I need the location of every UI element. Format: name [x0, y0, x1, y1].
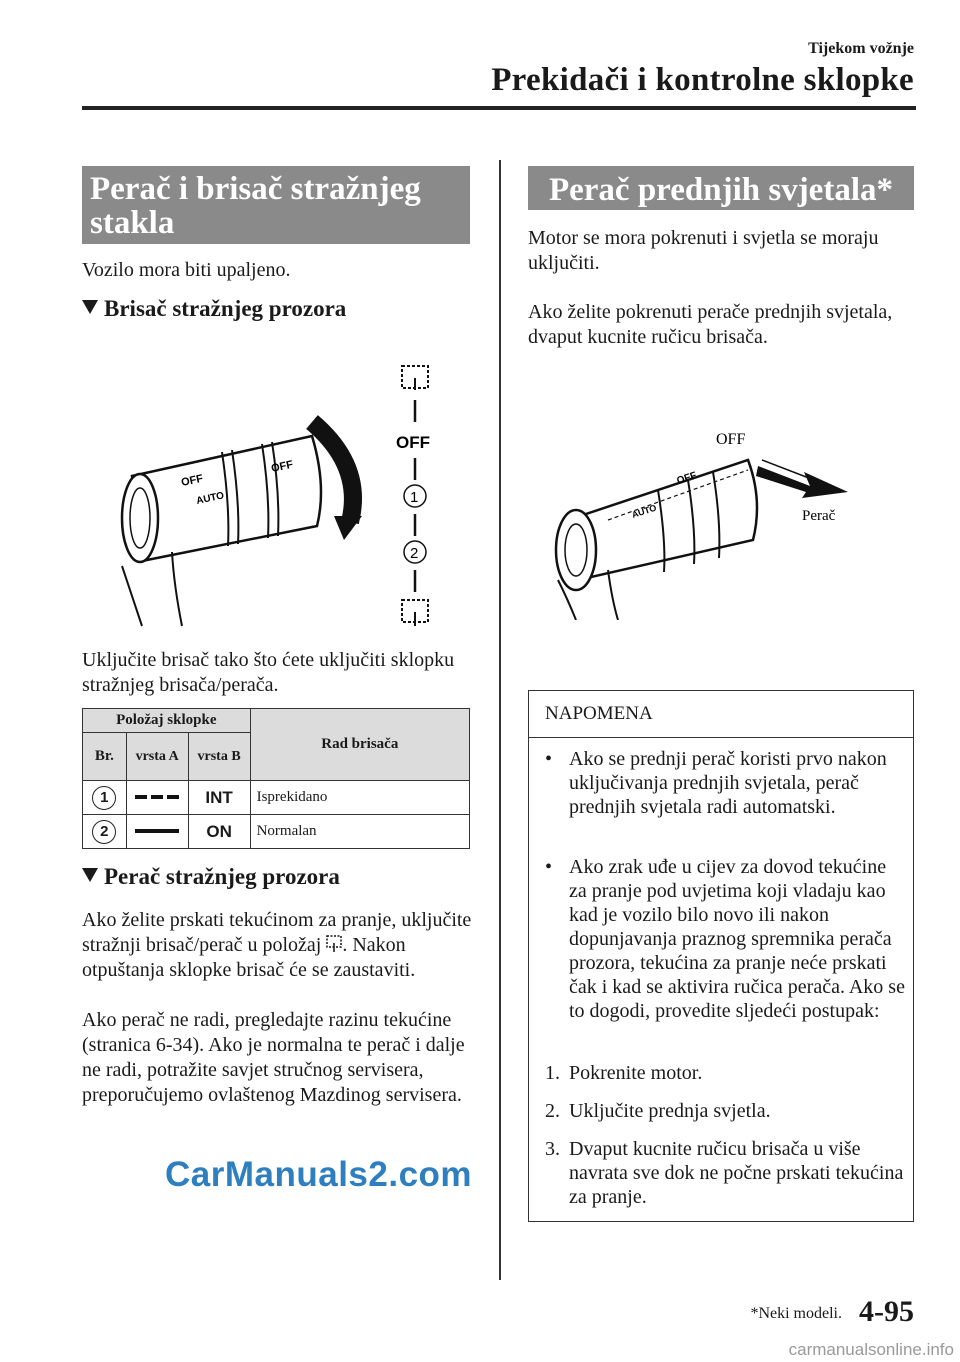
table-header-type-a: vrsta A	[126, 733, 188, 781]
triangle-icon	[82, 300, 98, 314]
page-number: 4-95	[859, 1295, 914, 1328]
header-rule	[82, 106, 916, 110]
subheading-rear-wiper	[82, 296, 346, 322]
paragraph-troubleshoot: Ako perač ne radi, pregledajte razinu tekućine (stranica 6-34). Ako je normalna te perač i dalje ne radi, potražite savjet stručnog servisera, preporučujemo ovlaštenog Mazdinog servisera.	[82, 1009, 465, 1106]
paragraph-washer: Ako želite prskati tekućinom za pranje, uključite stražnji brisač/perač u položaj . Nakon otpuštanja sklopke brisač će se zaustaviti.	[82, 909, 472, 981]
watermark-logo: CarManuals2.com	[165, 1155, 473, 1194]
svg-text:AUTO: AUTO	[195, 490, 226, 507]
type-b-label: ON	[188, 815, 250, 849]
column-divider	[499, 160, 501, 1280]
scale-off-label: OFF	[396, 433, 430, 452]
page-title: Prekidači i kontrolne sklopke	[491, 62, 914, 98]
footer-note: *Neki modeli.	[750, 1305, 842, 1322]
headlamp-washer-illustration	[548, 420, 868, 620]
switch-position-table	[82, 708, 470, 849]
section-label: Tijekom vožnje	[808, 40, 914, 57]
position-number: 2	[92, 820, 116, 844]
svg-text:AUTO: AUTO	[630, 502, 658, 520]
table-row	[83, 815, 470, 849]
right-paragraph-1: Motor se mora pokrenuti i svjetla se moraju uključiti.	[528, 227, 879, 274]
operation-text: Normalan	[250, 815, 469, 849]
intro-text: Vozilo mora biti upaljeno.	[82, 259, 291, 281]
note-box	[528, 690, 914, 1222]
washer-icon-bottom	[402, 600, 428, 626]
section-banner-rear: Perač i brisač stražnjeg stakla	[82, 166, 470, 244]
note-bullet-2: • Ako zrak uđe u cijev za dovod tekućine za pranje pod uvjetima koji vladaju kao kad je vozilo bilo novo ili nakon dopunjavanja praznog spremnika perača prozora, tekućina za pranje neće prskati čak i kad se aktivira ručica perača. Ako se to dogodi, provedite sljedeći postupak:	[545, 856, 905, 1022]
type-b-label: INT	[188, 781, 250, 815]
right-paragraph-2: Ako želite pokrenuti perače prednjih svjetala, dvaput kucnite ručicu brisača.	[528, 301, 893, 348]
triangle-icon	[82, 868, 98, 882]
table-header-type-b: vrsta B	[188, 733, 250, 781]
note-title: NAPOMENA	[529, 691, 913, 738]
table-header-operation: Rad brisača	[250, 709, 469, 781]
svg-text:1: 1	[410, 489, 419, 506]
svg-text:2: 2	[410, 545, 419, 562]
operation-text: Isprekidano	[250, 781, 469, 815]
subheading-text: Perač stražnjeg prozora	[104, 864, 340, 889]
section-banner-headlamp: Perač prednjih svjetala*	[528, 166, 914, 210]
paragraph-switch: Uključite brisač tako što ćete uključiti sklopku stražnjeg brisača/perača.	[82, 649, 455, 696]
dashed-line-icon	[135, 793, 179, 801]
table-row	[83, 781, 470, 815]
washer-icon	[326, 935, 342, 953]
diagram-off-label: OFF	[716, 431, 746, 448]
diagram-washer-label: Perač	[802, 508, 836, 524]
table-header-group: Položaj sklopke	[83, 709, 251, 733]
watermark-site: carmanualsonline.info	[788, 1340, 954, 1359]
pull-arrow	[756, 466, 848, 498]
note-step-2: 2. Uključite prednja svjetla.	[545, 1100, 771, 1122]
position-number: 1	[92, 786, 116, 810]
svg-text:OFF: OFF	[270, 458, 295, 475]
subheading-text: Brisač stražnjeg prozora	[104, 296, 347, 321]
svg-text:OFF: OFF	[180, 472, 205, 489]
washer-icon-top	[402, 366, 428, 390]
note-step-1: 1. Pokrenite motor.	[545, 1062, 703, 1084]
note-bullet-1: • Ako se prednji perač koristi prvo nakon uključivanja prednjih svjetala, perač prednjih svjetala radi automatski.	[545, 748, 887, 818]
rear-wiper-lever-illustration	[112, 356, 462, 636]
table-header-number: Br.	[83, 733, 127, 781]
solid-line-icon	[135, 827, 179, 835]
svg-text:OFF: OFF	[675, 470, 698, 487]
subheading-rear-washer	[82, 864, 340, 890]
note-step-3: 3. Dvaput kucnite ručicu brisača u više navrata sve dok ne počne prskati tekućina za pranje.	[545, 1138, 904, 1208]
